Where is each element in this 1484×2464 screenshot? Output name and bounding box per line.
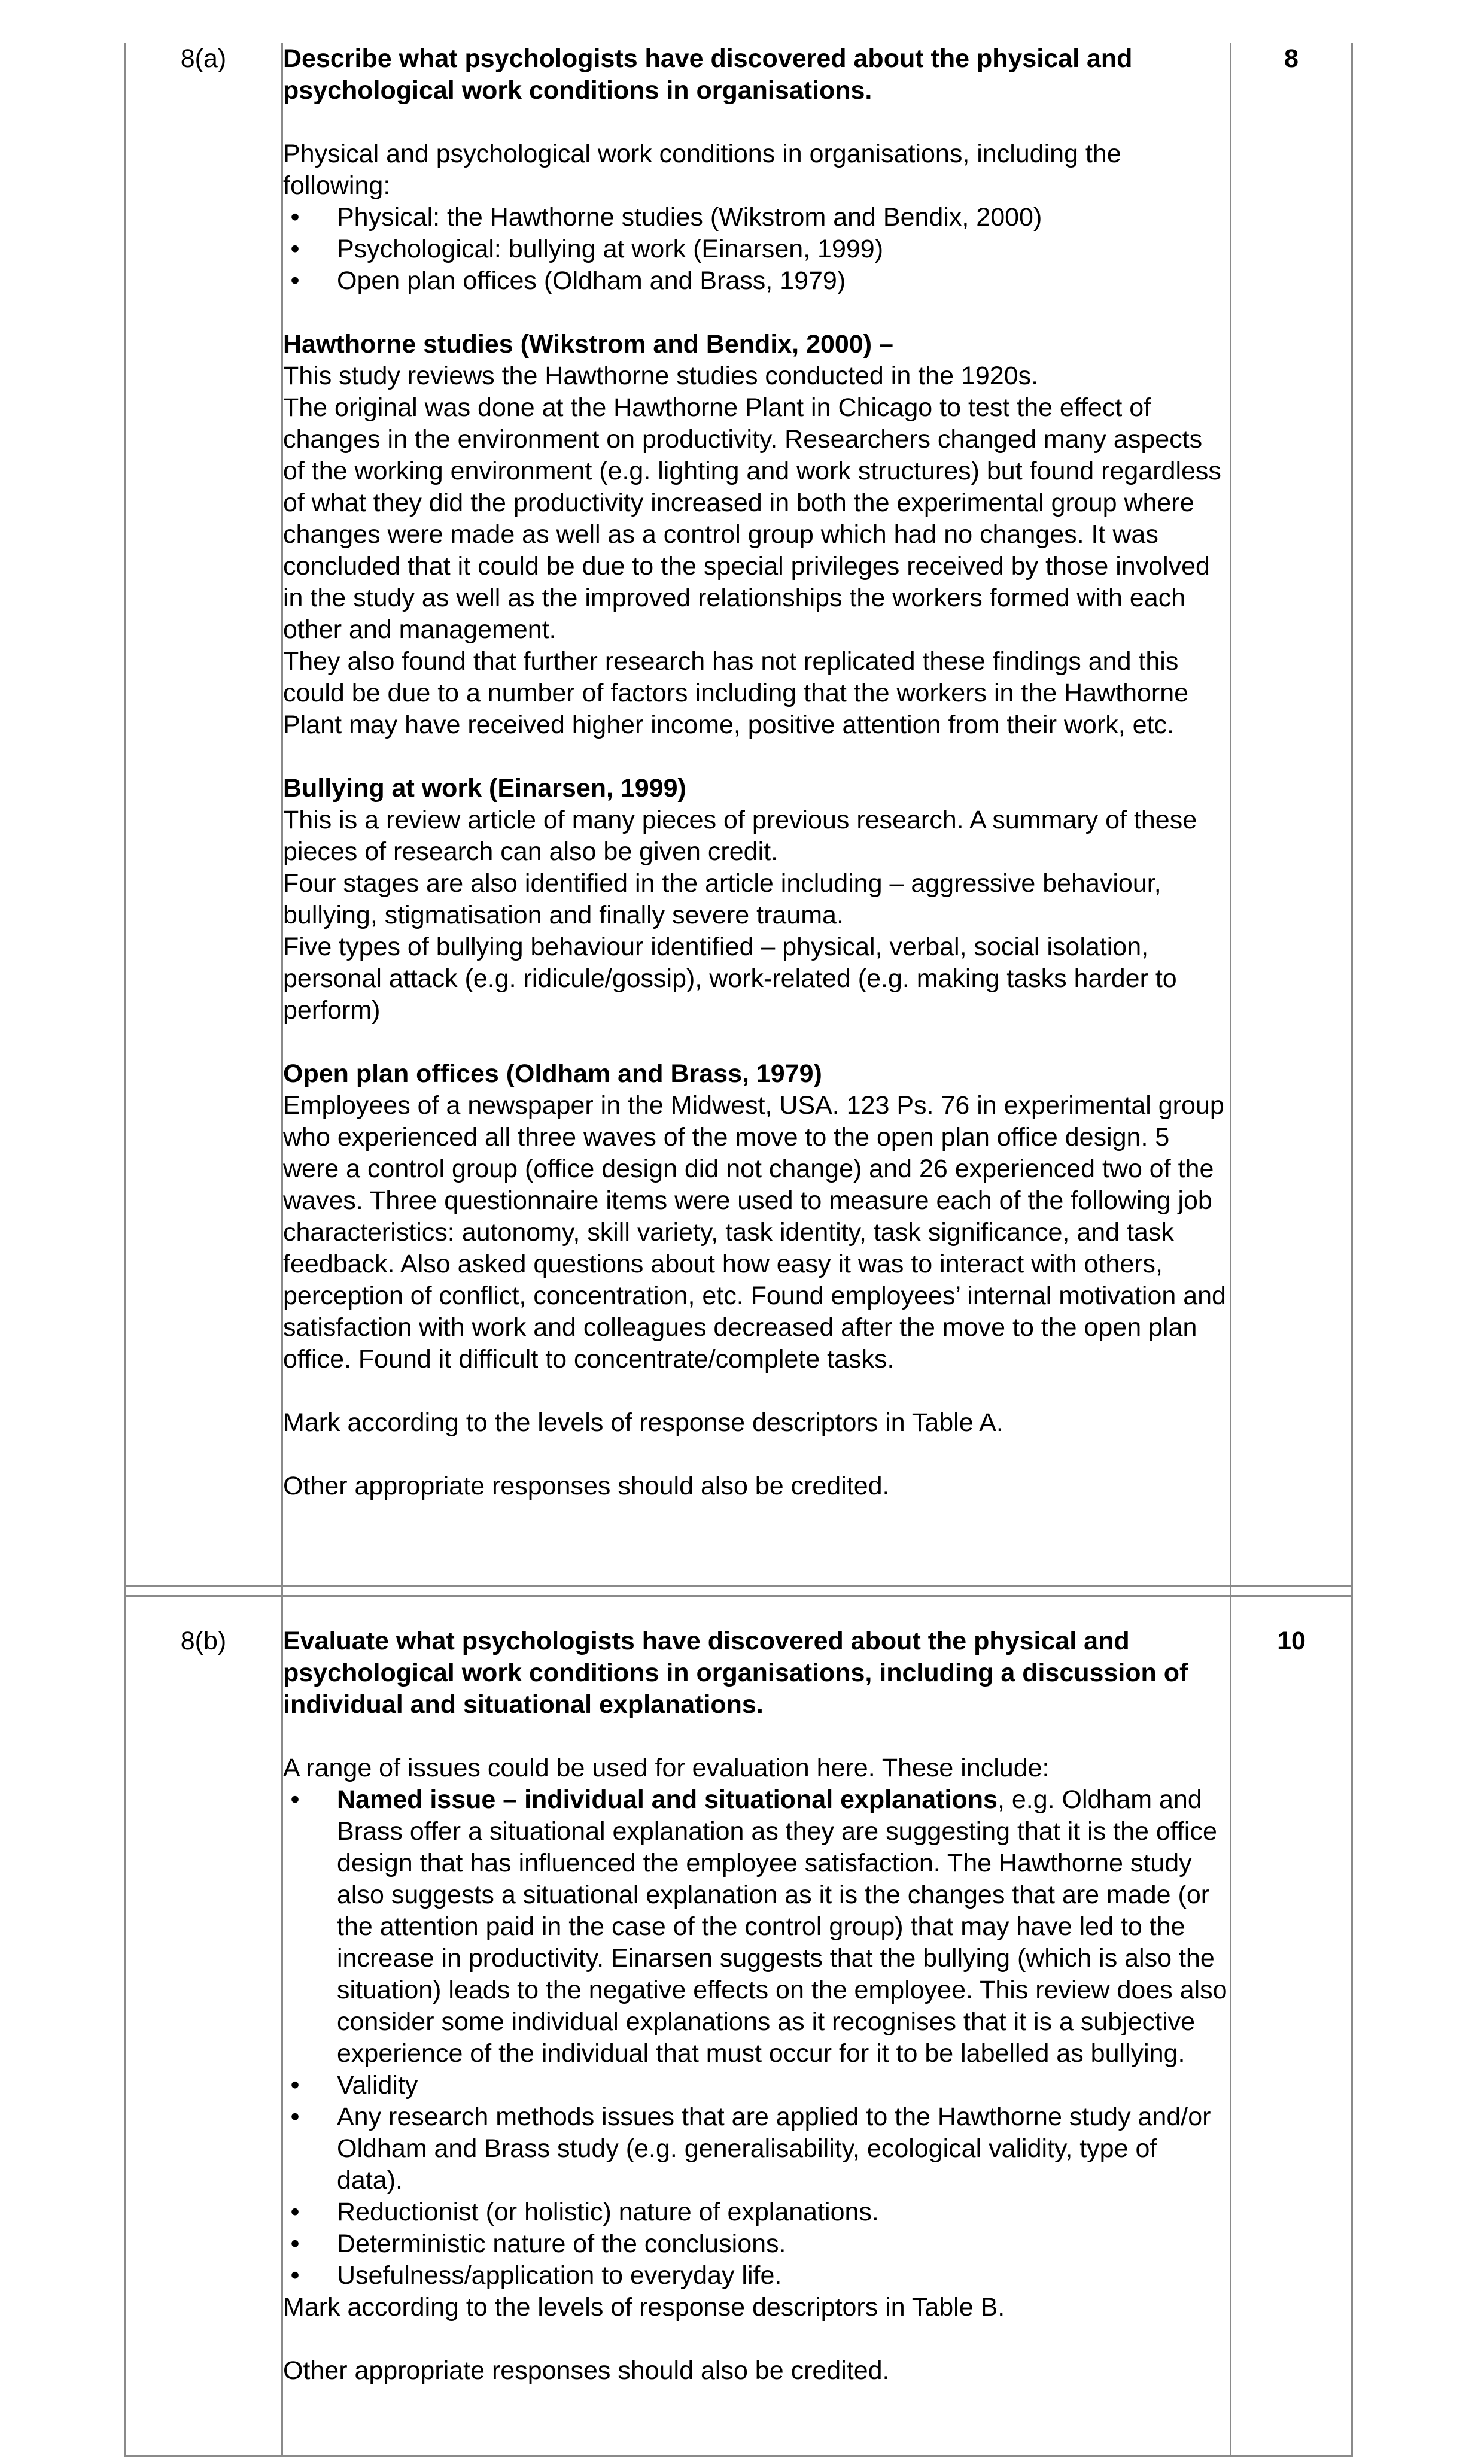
- question-row-8b: [125, 1596, 1352, 2456]
- paragraph: Employees of a newspaper in the Midwest, USA. 123 Ps. 76 in experimental group who experienced all three waves of the move to the open plan office design. 5 were a control group (office design did not change) and 26 experienced two of the waves. Three questionnaire items were used to measure each of the following job characteristics: autonomy, skill variety, task identity, task significance, and task feedback. Also asked questions about how easy it was to interact with others, perception of conflict, concentration, etc. Found employees’ internal motivation and satisfaction with work and colleagues decreased after the move to the open plan office. Found it difficult to concentrate/complete tasks.: [283, 1091, 1226, 1374]
- paragraph: Four stages are also identified in the article including – aggressive behaviour, bullying, stigmatisation and finally severe trauma.: [283, 869, 1161, 929]
- mark-scheme-table: [124, 43, 1353, 2457]
- marking-note: Mark according to the levels of response descriptors in Table A.: [283, 1408, 1003, 1437]
- paragraph: The original was done at the Hawthorne Plant in Chicago to test the effect of changes in the environment on productivity. Researchers changed many aspects of the working environment (e.g. lighting and work structures) but found regardless of what they did the productivity increased in both the experimental group where changes were made as well as a control group which had no changes. It was concluded that it could be due to the special privileges received by those involved in the study as well as the improved relationships the workers formed with each other and management.: [283, 393, 1221, 644]
- topic-list: [283, 202, 1230, 297]
- question-number: 8(b): [125, 1596, 282, 2456]
- evaluation-issue-list: [283, 1784, 1230, 2292]
- credit-note: Other appropriate responses should also be credited.: [283, 1472, 890, 1500]
- marks-value: 10: [1231, 1596, 1352, 2456]
- answer-guidance-cell: [282, 1596, 1231, 2456]
- list-item: • Psychological: bullying at work (Einarsen, 1999): [283, 233, 1230, 265]
- list-item: • Validity: [283, 2070, 1230, 2101]
- bullet-icon: •: [290, 235, 300, 263]
- bullet-icon: •: [290, 2229, 300, 2258]
- row-separator: [125, 1587, 1352, 1596]
- question-row-8a: [125, 43, 1352, 1587]
- paragraph: This study reviews the Hawthorne studies conducted in the 1920s.: [283, 361, 1039, 390]
- list-item: • Named issue – individual and situational explanations, e.g. Oldham and Brass offer a situational explanation as they are suggesting that it is the office design that has influenced the employee satisfaction. The Hawthorne study also suggests a situational explanation as it is the changes that are made (or the attention paid in the case of the control group) that may have led to the increase in productivity. Einarsen suggests that the bullying (which is also the situation) leads to the negative effects on the employee. This review does also consider some individual explanations as it recognises that it is a subjective experience of the individual that must occur for it to be labelled as bullying.: [283, 1784, 1230, 2070]
- question-text: Evaluate what psychologists have discovered about the physical and psychological work conditions in organisations, including a discussion of individual and situational explanations.: [283, 1627, 1188, 1719]
- question-text: Describe what psychologists have discovered about the physical and psychological work conditions in organisations.: [283, 44, 1133, 105]
- bullet-icon: •: [290, 266, 300, 295]
- bullet-icon: •: [290, 2261, 300, 2290]
- section-heading-open-plan: Open plan offices (Oldham and Brass, 1979): [283, 1059, 822, 1088]
- bullet-icon: •: [290, 2103, 300, 2131]
- marking-note: Mark according to the levels of response descriptors in Table B.: [283, 2293, 1005, 2322]
- list-item: • Usefulness/application to everyday life.: [283, 2260, 1230, 2292]
- list-item: • Reductionist (or holistic) nature of explanations.: [283, 2196, 1230, 2228]
- paragraph: They also found that further research has not replicated these findings and this could be due to a number of factors including that the workers in the Hawthorne Plant may have received higher income, positive attention from their work, etc.: [283, 647, 1189, 739]
- list-item: • Physical: the Hawthorne studies (Wikstrom and Bendix, 2000): [283, 202, 1230, 233]
- answer-guidance-cell: [282, 43, 1231, 1587]
- credit-note: Other appropriate responses should also be credited.: [283, 2356, 890, 2385]
- intro-text: Physical and psychological work conditions in organisations, including the following:: [283, 139, 1121, 200]
- paragraph: This is a review article of many pieces of previous research. A summary of these pieces of research can also be given credit.: [283, 806, 1197, 866]
- question-number: 8(a): [125, 43, 282, 1587]
- bullet-icon: •: [290, 2198, 300, 2226]
- section-heading-hawthorne: Hawthorne studies (Wikstrom and Bendix, 2000) –: [283, 330, 893, 358]
- paragraph: Five types of bullying behaviour identified – physical, verbal, social isolation, personal attack (e.g. ridicule/gossip), work-related (e.g. making tasks harder to perform): [283, 932, 1177, 1025]
- intro-text: A range of issues could be used for evaluation here. These include:: [283, 1754, 1050, 1782]
- list-item: • Deterministic nature of the conclusions.: [283, 2228, 1230, 2260]
- section-heading-bullying: Bullying at work (Einarsen, 1999): [283, 774, 686, 803]
- bullet-icon: •: [290, 2071, 300, 2100]
- list-item: • Any research methods issues that are applied to the Hawthorne study and/or Oldham and Brass study (e.g. generalisability, ecological validity, type of data).: [283, 2101, 1230, 2196]
- bullet-icon: •: [290, 203, 300, 232]
- marks-value: 8: [1231, 43, 1352, 1587]
- bullet-icon: •: [290, 1785, 300, 1814]
- named-issue-label: Named issue – individual and situational explanations: [337, 1785, 998, 1814]
- list-item: • Open plan offices (Oldham and Brass, 1979): [283, 265, 1230, 297]
